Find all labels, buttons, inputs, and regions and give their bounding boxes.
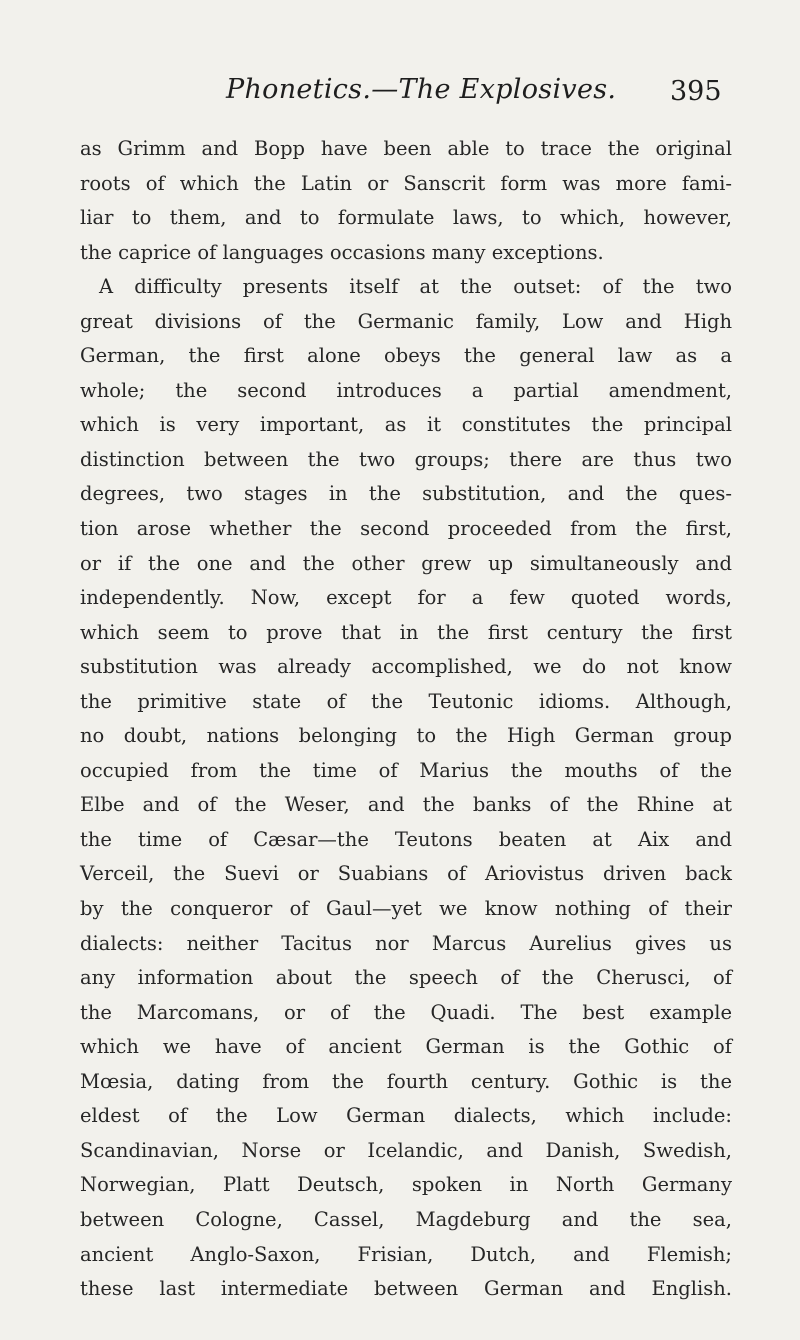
text-line: Scandinavian, Norse or Icelandic, and Danish, Swedish, bbox=[80, 1138, 732, 1162]
text-line: which seem to prove that in the first century the first bbox=[80, 620, 732, 644]
text-line: independently. Now, except for a few quoted words, bbox=[80, 586, 732, 610]
text-line: liar to them, and to formulate laws, to which, however, bbox=[80, 206, 732, 230]
text-line: any information about the speech of the Cherusci, of bbox=[80, 966, 732, 990]
text-line: distinction between the two groups; there are thus two bbox=[80, 447, 732, 471]
text-line: the caprice of languages occasions many exceptions. bbox=[80, 240, 604, 264]
text-line: A difficulty presents itself at the outset: of the two bbox=[99, 275, 732, 299]
text-line: occupied from the time of Marius the mouths of the bbox=[80, 758, 732, 782]
text-line: by the conqueror of Gaul—yet we know nothing of their bbox=[80, 897, 732, 921]
text-line: eldest of the Low German dialects, which include: bbox=[80, 1104, 732, 1128]
text-line: the primitive state of the Teutonic idioms. Although, bbox=[80, 689, 732, 713]
text-line: roots of which the Latin or Sanscrit form was more fami- bbox=[80, 171, 732, 195]
text-line: between Cologne, Cassel, Magdeburg and the sea, bbox=[80, 1207, 732, 1231]
text-line: substitution was already accomplished, we do not know bbox=[80, 655, 732, 679]
text-line: degrees, two stages in the substitution, and the ques- bbox=[80, 482, 732, 506]
text-line: the Marcomans, or of the Quadi. The best example bbox=[80, 1000, 732, 1024]
text-line: as Grimm and Bopp have been able to trace the original bbox=[80, 137, 732, 160]
text-line: Norwegian, Platt Deutsch, spoken in North Germany bbox=[80, 1173, 732, 1197]
page-number: 395 bbox=[670, 76, 722, 107]
text-line: which is very important, as it constitutes the principal bbox=[80, 413, 732, 437]
text-line: which we have of ancient German is the Gothic of bbox=[80, 1035, 732, 1059]
text-line: tion arose whether the second proceeded from the first, bbox=[80, 517, 732, 541]
text-line: these last intermediate between German and English. bbox=[80, 1277, 732, 1301]
running-head: Phonetics.—The Explosives. bbox=[226, 74, 617, 105]
text-line: ancient Anglo-Saxon, Frisian, Dutch, and Flemish; bbox=[80, 1242, 732, 1266]
text-line: Verceil, the Suevi or Suabians of Ariovistus driven back bbox=[80, 862, 732, 886]
text-line: no doubt, nations belonging to the High German group bbox=[80, 724, 732, 748]
text-line: whole; the second introduces a partial amendment, bbox=[80, 378, 732, 402]
text-line: Mœsia, dating from the fourth century. Gothic is the bbox=[80, 1069, 732, 1093]
text-line: or if the one and the other grew up simultaneously and bbox=[80, 551, 732, 575]
body-text bbox=[80, 132, 732, 1307]
page-header bbox=[0, 72, 800, 116]
text-line: German, the first alone obeys the general law as a bbox=[80, 344, 732, 368]
text-line: dialects: neither Tacitus nor Marcus Aurelius gives us bbox=[80, 931, 732, 955]
text-line: the time of Cæsar—the Teutons beaten at Aix and bbox=[80, 827, 732, 851]
text-line: Elbe and of the Weser, and the banks of the Rhine at bbox=[80, 793, 732, 817]
text-line: great divisions of the Germanic family, Low and High bbox=[80, 309, 732, 333]
